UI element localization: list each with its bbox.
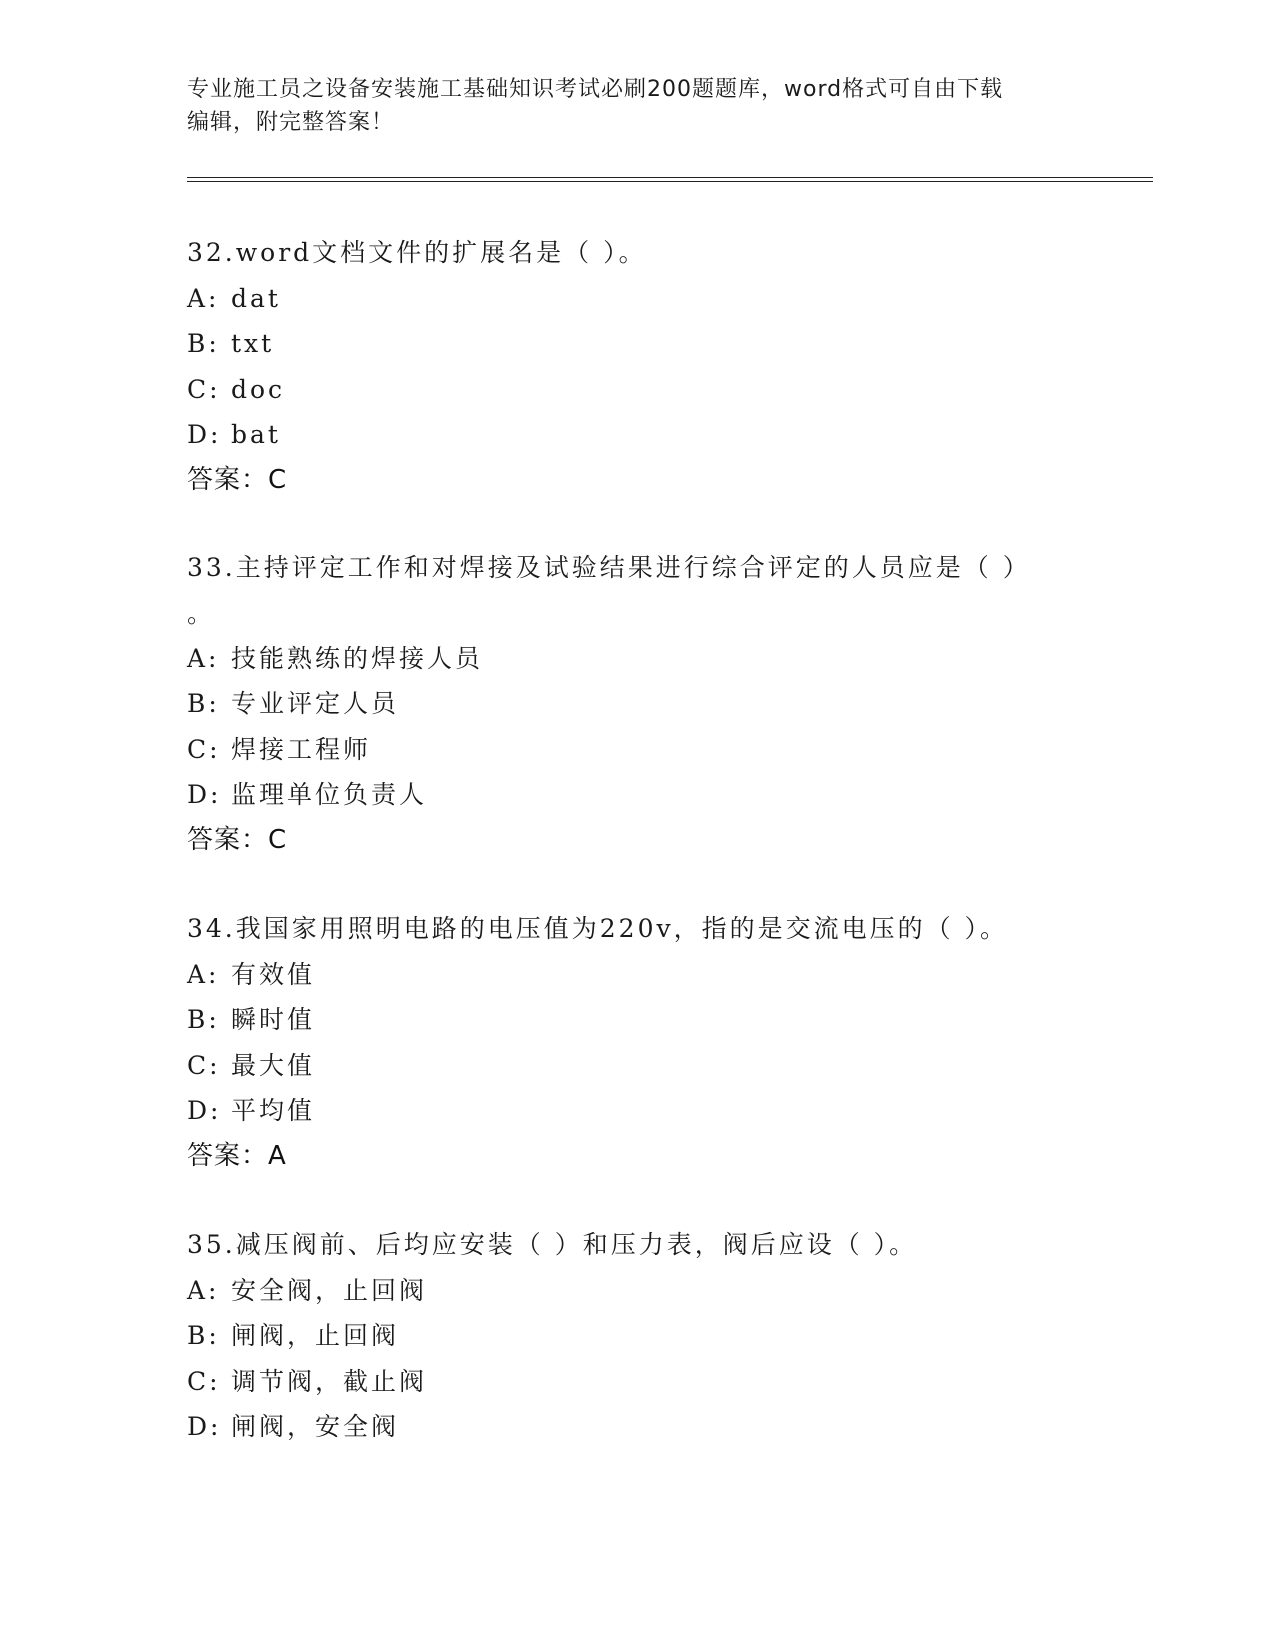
question-block-32 — [187, 230, 1087, 503]
option-label: A: — [187, 959, 220, 989]
header-line-1: 专业施工员之设备安装施工基础知识考试必刷200题题库，word格式可自由下载 — [187, 77, 1004, 102]
option-d — [187, 412, 1087, 458]
option-text: txt — [231, 329, 275, 358]
option-label: B: — [187, 689, 220, 718]
option-text: 最大值 — [231, 1050, 316, 1080]
option-label: D: — [187, 1412, 222, 1441]
question-block-35 — [187, 1222, 1087, 1450]
question-stem-continuation: 。 — [187, 598, 213, 628]
option-text: 闸阀，止回阀 — [231, 1321, 400, 1350]
option-c — [187, 1043, 1087, 1089]
option-label: A: — [187, 283, 220, 313]
answer-line: 答案：C — [187, 824, 288, 855]
option-label: A: — [187, 1275, 220, 1305]
option-text: 平均值 — [231, 1096, 316, 1125]
option-a — [187, 276, 1087, 322]
option-label: B: — [187, 329, 220, 358]
option-d — [187, 772, 1087, 818]
option-text: 瞬时值 — [231, 1005, 316, 1034]
option-text: 焊接工程师 — [231, 734, 372, 764]
answer-line: 答案：C — [187, 464, 288, 495]
option-b — [187, 997, 1087, 1043]
option-label: B: — [187, 1321, 220, 1350]
option-label: A: — [187, 643, 220, 673]
option-text: doc — [231, 374, 286, 404]
option-text: 闸阀，安全阀 — [231, 1412, 400, 1441]
option-text: bat — [231, 420, 281, 449]
document-header — [187, 73, 1067, 139]
header-divider-top — [187, 177, 1153, 178]
option-a — [187, 636, 1087, 682]
option-a — [187, 952, 1087, 998]
option-d — [187, 1404, 1087, 1450]
option-c — [187, 1359, 1087, 1405]
answer-line: 答案：A — [187, 1140, 287, 1171]
option-c — [187, 367, 1087, 413]
option-b — [187, 321, 1087, 367]
option-c — [187, 727, 1087, 773]
question-stem: 33.主持评定工作和对焊接及试验结果进行综合评定的人员应是（ ） — [187, 553, 1031, 582]
header-divider-bottom — [187, 181, 1153, 182]
option-text: dat — [231, 283, 281, 313]
header-line-2: 编辑，附完整答案！ — [187, 110, 395, 135]
option-text: 有效值 — [231, 959, 316, 989]
option-text: 技能熟练的焊接人员 — [231, 643, 484, 673]
option-text: 安全阀，止回阀 — [231, 1275, 428, 1305]
option-a — [187, 1268, 1087, 1314]
option-d — [187, 1088, 1087, 1134]
option-label: C: — [187, 374, 221, 404]
option-label: B: — [187, 1005, 220, 1034]
option-label: C: — [187, 1050, 221, 1080]
option-label: D: — [187, 1096, 222, 1125]
option-text: 专业评定人员 — [231, 689, 400, 718]
option-b — [187, 681, 1087, 727]
question-stem: 32.word文档文件的扩展名是（ ）。 — [187, 238, 647, 267]
option-label: D: — [187, 780, 222, 809]
question-block-33 — [187, 545, 1087, 863]
question-stem: 35.减压阀前、后均应安装（ ）和压力表，阀后应设（ ）。 — [187, 1230, 918, 1259]
option-label: C: — [187, 734, 221, 764]
question-block-34 — [187, 906, 1087, 1179]
option-b — [187, 1313, 1087, 1359]
option-text: 监理单位负责人 — [231, 780, 428, 809]
question-stem: 34.我国家用照明电路的电压值为220v，指的是交流电压的（ ）。 — [187, 914, 1009, 943]
option-label: D: — [187, 420, 222, 449]
option-text: 调节阀，截止阀 — [231, 1366, 428, 1396]
option-label: C: — [187, 1366, 221, 1396]
